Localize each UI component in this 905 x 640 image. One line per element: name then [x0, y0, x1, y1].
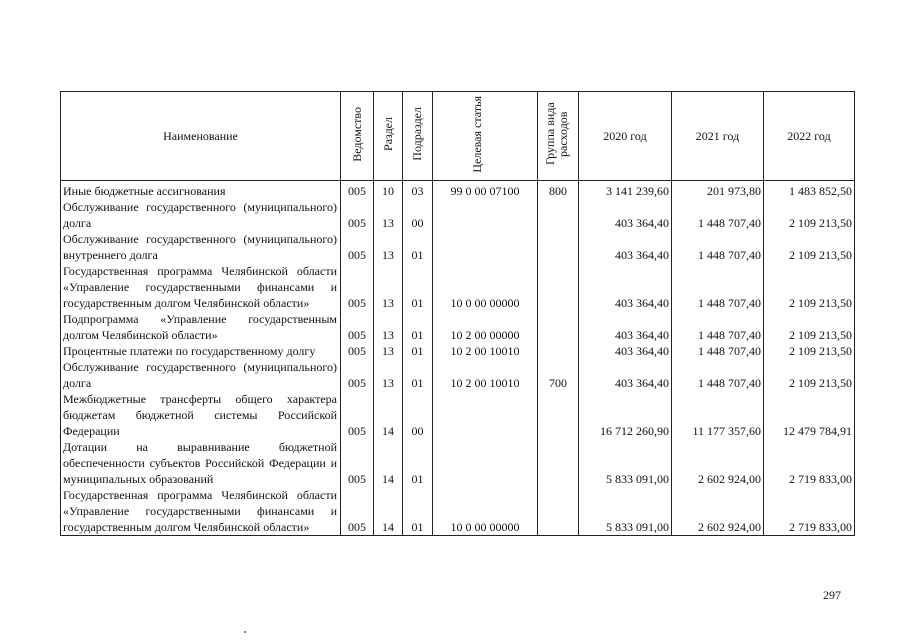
- row-2021: 1 448 707,40: [672, 343, 764, 359]
- row-podrazdel: 01: [403, 439, 433, 487]
- table-row: [61, 263, 855, 311]
- row-vedomstvo: 005: [341, 199, 374, 231]
- table-row: [61, 181, 855, 200]
- row-razdel: 10: [374, 181, 403, 200]
- row-statya: [433, 391, 538, 439]
- page-number: 297: [823, 588, 841, 602]
- row-gruppa: 700: [538, 359, 579, 391]
- scan-speck: [244, 631, 246, 633]
- row-2020: 403 364,40: [579, 359, 672, 391]
- row-2021: 1 448 707,40: [672, 359, 764, 391]
- table-row: [61, 359, 855, 391]
- row-gruppa: [538, 231, 579, 263]
- header-podrazdel: Подраздел: [403, 92, 433, 181]
- row-name: Обслуживание государственного (муниципального) внутреннего долга: [61, 231, 341, 263]
- row-podrazdel: 01: [403, 343, 433, 359]
- row-statya: [433, 231, 538, 263]
- row-statya: 99 0 00 07100: [433, 181, 538, 200]
- row-2020: 403 364,40: [579, 231, 672, 263]
- row-gruppa: [538, 343, 579, 359]
- row-name: Обслуживание государственного (муниципального) долга: [61, 199, 341, 231]
- budget-table: [60, 91, 855, 536]
- table-row: [61, 231, 855, 263]
- header-row: [61, 92, 855, 181]
- row-podrazdel: 01: [403, 359, 433, 391]
- row-2021: 2 602 924,00: [672, 439, 764, 487]
- row-vedomstvo: 005: [341, 181, 374, 200]
- row-podrazdel: 01: [403, 263, 433, 311]
- row-gruppa: [538, 391, 579, 439]
- row-vedomstvo: 005: [341, 311, 374, 343]
- row-podrazdel: 00: [403, 199, 433, 231]
- row-gruppa: [538, 439, 579, 487]
- table-row: [61, 439, 855, 487]
- row-name: Государственная программа Челябинской области «Управление государственными финансами и государственным долгом Челябинской области»: [61, 487, 341, 536]
- row-vedomstvo: 005: [341, 391, 374, 439]
- header-2020: 2020 год: [579, 92, 672, 181]
- row-vedomstvo: 005: [341, 359, 374, 391]
- row-2021: 1 448 707,40: [672, 263, 764, 311]
- row-2021: 1 448 707,40: [672, 199, 764, 231]
- row-vedomstvo: 005: [341, 263, 374, 311]
- row-2020: 5 833 091,00: [579, 439, 672, 487]
- row-2022: 2 719 833,00: [764, 439, 855, 487]
- header-gruppa: Группа вида расходов: [538, 92, 579, 181]
- row-2020: 403 364,40: [579, 263, 672, 311]
- row-name: Подпрограмма «Управление государственным долгом Челябинской области»: [61, 311, 341, 343]
- header-2021: 2021 год: [672, 92, 764, 181]
- row-2021: 11 177 357,60: [672, 391, 764, 439]
- row-razdel: 13: [374, 343, 403, 359]
- row-name: Государственная программа Челябинской области «Управление государственными финансами и государственным долгом Челябинской области»: [61, 263, 341, 311]
- row-2022: 2 719 833,00: [764, 487, 855, 536]
- row-statya: 10 2 00 00000: [433, 311, 538, 343]
- row-2020: 403 364,40: [579, 311, 672, 343]
- row-2020: 403 364,40: [579, 343, 672, 359]
- row-statya: 10 2 00 10010: [433, 343, 538, 359]
- row-2021: 1 448 707,40: [672, 311, 764, 343]
- row-2022: 2 109 213,50: [764, 263, 855, 311]
- row-gruppa: [538, 199, 579, 231]
- row-podrazdel: 01: [403, 311, 433, 343]
- table-row: [61, 391, 855, 439]
- row-razdel: 14: [374, 391, 403, 439]
- row-razdel: 14: [374, 439, 403, 487]
- row-2020: 16 712 260,90: [579, 391, 672, 439]
- row-razdel: 13: [374, 199, 403, 231]
- row-name: Дотации на выравнивание бюджетной обеспеченности субъектов Российской Федерации и муниципальных образований: [61, 439, 341, 487]
- row-2022: 2 109 213,50: [764, 231, 855, 263]
- row-razdel: 14: [374, 487, 403, 536]
- table-row: [61, 199, 855, 231]
- row-2022: 1 483 852,50: [764, 181, 855, 200]
- row-name: Иные бюджетные ассигнования: [61, 181, 341, 200]
- row-name: Межбюджетные трансферты общего характера бюджетам бюджетной системы Российской Федерации: [61, 391, 341, 439]
- row-statya: 10 2 00 10010: [433, 359, 538, 391]
- row-2021: 201 973,80: [672, 181, 764, 200]
- row-razdel: 13: [374, 311, 403, 343]
- row-2022: 2 109 213,50: [764, 311, 855, 343]
- header-statya: Целевая статья: [433, 92, 538, 181]
- row-vedomstvo: 005: [341, 343, 374, 359]
- row-2022: 12 479 784,91: [764, 391, 855, 439]
- row-podrazdel: 03: [403, 181, 433, 200]
- row-razdel: 13: [374, 359, 403, 391]
- row-gruppa: [538, 263, 579, 311]
- row-2021: 1 448 707,40: [672, 231, 764, 263]
- row-2020: 403 364,40: [579, 199, 672, 231]
- row-2022: 2 109 213,50: [764, 359, 855, 391]
- header-vedomstvo: Ведомство: [341, 92, 374, 181]
- header-name: Наименование: [61, 92, 341, 181]
- row-2022: 2 109 213,50: [764, 343, 855, 359]
- table-row: [61, 343, 855, 359]
- row-razdel: 13: [374, 263, 403, 311]
- row-statya: [433, 199, 538, 231]
- row-gruppa: 800: [538, 181, 579, 200]
- row-vedomstvo: 005: [341, 487, 374, 536]
- row-statya: 10 0 00 00000: [433, 487, 538, 536]
- table-row: [61, 487, 855, 536]
- row-gruppa: [538, 487, 579, 536]
- row-podrazdel: 01: [403, 231, 433, 263]
- row-gruppa: [538, 311, 579, 343]
- row-razdel: 13: [374, 231, 403, 263]
- row-podrazdel: 00: [403, 391, 433, 439]
- row-statya: 10 0 00 00000: [433, 263, 538, 311]
- row-2020: 3 141 239,60: [579, 181, 672, 200]
- row-2021: 2 602 924,00: [672, 487, 764, 536]
- row-vedomstvo: 005: [341, 439, 374, 487]
- row-name: Обслуживание государственного (муниципального) долга: [61, 359, 341, 391]
- row-2020: 5 833 091,00: [579, 487, 672, 536]
- row-podrazdel: 01: [403, 487, 433, 536]
- row-vedomstvo: 005: [341, 231, 374, 263]
- header-2022: 2022 год: [764, 92, 855, 181]
- table-row: [61, 311, 855, 343]
- header-razdel: Раздел: [374, 92, 403, 181]
- row-statya: [433, 439, 538, 487]
- row-2022: 2 109 213,50: [764, 199, 855, 231]
- row-name: Процентные платежи по государственному долгу: [61, 343, 341, 359]
